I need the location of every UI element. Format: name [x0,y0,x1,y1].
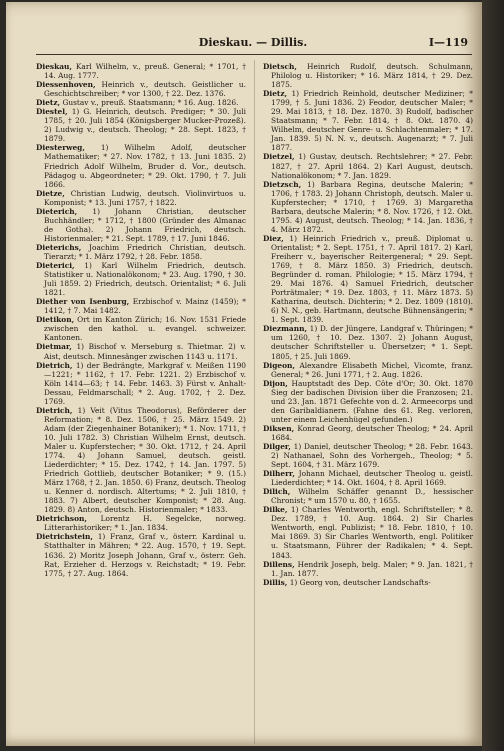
entry-text: 1) Karl Wilhelm Friedrich, deutsch. Statistiker u. Nationalökonom; * 23. Aug. 1790, † 30. Juli 1859. 2) Friedrich, deutsch. Orientalist; * 6. Juli 1821. [44,261,246,298]
dictionary-entry [263,234,473,324]
dictionary-entry [263,361,473,379]
entry-text: Heinrich Rudolf, deutsch. Schulmann, Philolog u. Historiker; * 16. März 1814, † 29. Dez. 1875. [271,62,473,90]
entry-text: Heinrich v., deutsch. Geistlicher u. Geschichtschreiber; * vor 1300, † 22. Dez. 1376. [44,80,246,99]
dictionary-entry [36,315,246,342]
entry-headword: Dieskau, [36,62,72,71]
entry-headword: Dieterichs, [36,242,82,252]
entry-text: 1) Wilhelm Adolf, deutscher Mathematiker; * 27. Nov. 1782, † 13. Juni 1835. 2) Friedrich Adolf Wilhelm, Bruder d. Vor., deutsch. Pädagog u. Abgeordneter; * 29. Okt. 1790, † 7. Juli 1866. [44,143,246,189]
entry-headword: Diestel, [36,107,68,117]
entry-text: 1) Charles Wentworth, engl. Schriftsteller; * 8. Dez. 1789, † 10. Aug. 1864. 2) Sir Charles Wentworth, engl. Publizist; * 18. Febr. 1810, † 10. Mai 1869. 3) Sir Charles Wentworth, engl. Politiker u. Staatsmann, Führer der Radikalen; * 4. Sept. 1843. [271,505,473,560]
dictionary-entry [36,406,246,515]
entry-headword: Dillens, [263,559,295,569]
entry-headword: Dietrichson, [36,514,87,524]
entry-text: 1) D. der Jüngere, Landgraf v. Thüringen; * um 1260, † 10. Dez. 1307. 2) Johann August, deutscher Schriftsteller u. Übersetzer; * 1. Sept. 1805, † 25. Juli 1869. [271,324,473,361]
entry-headword: Dillis, [263,577,288,587]
dictionary-entry [36,261,246,297]
dictionary-entry [36,189,246,207]
dictionary-entry [263,180,473,234]
entry-headword: Diez, [263,233,284,243]
dictionary-entry [36,532,246,577]
entry-headword: Diessenhoven, [36,80,96,90]
entry-text: 1) Gustav, deutsch. Rechtslehrer; * 27. Febr. 1827, † 27. April 1864. 2) Karl August, deutsch. Nationalökonom; * 7. Jan. 1829. [271,152,473,180]
entry-headword: Dietrich, [36,405,73,415]
dictionary-entry [36,98,246,107]
entry-headword: Diksen, [263,423,295,433]
entry-headword: Dieterici, [36,261,75,271]
dictionary-entry [36,342,246,360]
entry-headword: Dietrichstein, [36,532,93,542]
entry-text: Hauptstadt des Dep. Côte d'Or; 30. Okt. 1870 Sieg der badischen Division über die Franzosen; 21. und 23. Jan. 1871 Gefechte von d. 2. Armeecorps und den Garibaldianern. (Fahne des 61. Reg. verloren, unter einem Leichenhügel gefunden.) [271,378,473,424]
entry-text: 1) Bischof v. Merseburg s. Thietmar. 2) v. Aist, deutsch. Minnesänger zwischen 1143 u. 1171. [44,342,246,361]
entry-text: Erzbischof v. Mainz (1459); * 1412, † 7. Mai 1482. [44,297,246,316]
entry-text: Gustav v., preuß. Staatsmann; * 16. Aug. 1826. [62,98,239,108]
entry-headword: Dietrich, [36,360,73,370]
entry-text: 1) Heinrich Friedrich v., preuß. Diplomat u. Orientalist; * 2. Sept. 1751, † 7. April 1817. 2) Karl, Freiherr v., bayerischer Reitergeneral; * 29. Sept. 1769, † 8. März 1850. 3) Friedrich, deutsch. Begründer d. roman. Philologie; * 15. März 1794, † 29. Mai 1876. 4) Samuel Friedrich, deutscher Porträtmaler; * 19. Dez. 1803, † 11. März 1873. 5) Katharina, deutsch. Dichterin; * 2. Dez. 1809 (1810). 6) N. N., geb. Hartmann, deutsche Bühnensängerin; * 1. Sept. 1839. [271,233,473,325]
dictionary-entry [263,487,473,505]
entry-text: 1) der Bedrängte, Markgraf v. Meißen 1190—1221; * 1162, † 17. Febr. 1221. 2) Erzbischof v. Köln 1414—63; † 14. Febr. 1463. 3) Fürst v. Anhalt-Dessau, Feldmarschall; * 2. Aug. 1702, † 2. Dez. 1769. [44,360,246,406]
dictionary-entry [36,361,246,406]
dictionary-entry [36,143,246,188]
book-page [6,2,482,746]
dictionary-entry [263,505,473,559]
left-column [36,62,246,578]
dictionary-entry [36,62,246,80]
dictionary-entry [263,469,473,487]
dictionary-entry [36,80,246,98]
entry-headword: Dieterich, [36,206,78,216]
dictionary-entry [263,379,473,424]
page-number: I—119 [428,36,468,49]
dictionary-entry [263,89,473,152]
dictionary-entry [36,297,246,315]
dictionary-entry [263,62,473,89]
dictionary-entry [263,442,473,469]
entry-headword: Dietsch, [263,62,297,71]
entry-headword: Dietzsch, [263,179,302,189]
entry-headword: Dilke, [263,505,288,515]
entry-text: 1) Georg von, deutscher Landschafts- [289,577,431,587]
entry-text: Christian Ludwig, deutsch. Violinvirtuos u. Komponist; * 13. Juni 1757, † 1822. [44,188,246,207]
page-edge-shadow [482,0,504,751]
entry-headword: Dijon, [263,378,288,388]
dictionary-entry [36,514,246,532]
dictionary-entry [263,578,473,587]
entry-text: Alexandre Elisabeth Michel, Vicomte, franz. General; * 26. Juni 1771, † 2. Aug. 1826. [271,360,473,379]
entry-text: Karl Wilhelm, v., preuß. General; * 1701, † 14. Aug. 1777. [44,62,246,81]
header-rule [36,54,472,55]
column-divider [254,60,255,744]
entry-headword: Diezmann, [263,324,308,334]
dictionary-entry [263,424,473,442]
page-title: Dieskau. — Dillis. [198,36,308,49]
entry-text: Wilhelm Schäffer genannt D., hessischer Chronist; * um 1570 u. 80, † 1655. [271,487,473,506]
entry-headword: Dilger, [263,441,291,451]
entry-text: 1) Franz, Graf v., österr. Kardinal u. Statthalter in Mähren; * 22. Aug. 1570, † 19. Sept. 1636. 2) Moritz Joseph Johann, Graf v., österr. Geh. Rat, Erzieher d. Herzogs v. Reichstadt; * 19. Febr. 1775, † 27. Aug. 1864. [44,532,246,578]
entry-headword: Dietzel, [263,152,295,162]
entry-text: Ort im Kanton Zürich; 16. Nov. 1531 Friede zwischen den kathol. u. evangel. schweizer. Kantonen. [44,315,246,343]
entry-headword: Digeon, [263,360,295,370]
entry-text: 1) Barbara Regina, deutsche Malerin; * 1706, † 1783. 2) Johann Christoph, deutsch. Maler u. Kupferstecher; * 1710, † 1769. 3) Margaretha Barbara, deutsche Malerin; * 8. Nov. 1726, † 12. Okt. 1795. 4) August, deutsch. Theolog; * 14. Jan. 1836, † 4. März 1872. [271,179,474,234]
entry-headword: Diesterweg, [36,143,85,153]
entry-headword: Dilich, [263,487,291,497]
dictionary-entry [36,207,246,243]
entry-text: 1) Johann Christian, deutscher Buchhändler; * 1712, † 1800 (Gründer des Almanac de Gotha). 2) Johann Friedrich, deutsch. Historienmaler; * 21. Sept. 1789, † 17. Juni 1846. [44,206,246,243]
entry-text: Lorentz H. Segelcke, norweg. Litterarhistoriker; * 1. Jan. 1834. [44,514,246,533]
entry-headword: Dietz, [36,98,61,108]
entry-text: 1) G. Heinrich, deutsch. Prediger; * 30. Juli 1785, † 20. Juli 1854 (Königsberger Mucker-Prozeß). 2) Ludwig v., deutsch. Theolog; * 28. Sept. 1823, † 1879. [44,107,246,144]
entry-headword: Dietikon, [36,315,75,325]
entry-text: Hendrik Joseph, belg. Maler; * 9. Jan. 1821, † 1. Jan. 1877. [271,559,473,578]
entry-headword: Dilherr, [263,469,295,479]
entry-text: Johann Michael, deutscher Theolog u. geistl. Liederdichter; * 14. Okt. 1604, † 8. April 1669. [271,469,473,488]
entry-headword: Dietz, [263,89,288,99]
dictionary-entry [36,107,246,143]
entry-text: 1) Veit (Vitus Theodorus), Beförderer der Reformation; * 8. Dez. 1506, † 25. März 1549. 2) Adam (der Ziegenhainer Botaniker); * 1. Nov. 1711, † 10. Juli 1782. 3) Christian Wilhelm Ernst, deutsch. Maler u. Kupferstecher; * 30. Okt. 1712, † 24. April 1774. 4) Johann Samuel, deutsch. geistl. Liederdichter; * 15. Dez. 1742, † 14. Jan. 1797. 5) Friedrich Gottlieb, deutscher Botaniker; * 9. (15.) März 1768, † 2. Jan. 1850. 6) Franz, deutsch. Theolog u. Kenner d. nordisch. Altertums; * 2. Juli 1810, † 1883. 7) Albert, deutscher Komponist; * 28. Aug. 1829. 8) Anton, deutsch. Historienmaler; * 1833. [44,405,247,515]
right-column [263,62,473,587]
entry-text: Joachim Friedrich Christian, deutsch. Tierarzt; * 1. März 1792, † 28. Febr. 1858. [44,242,246,261]
entry-text: 1) Friedrich Reinhold, deutscher Mediziner; * 1799, † 5. Juni 1836. 2) Feodor, deutscher Maler; * 29. Mai 1813, † 18. Dez. 1870. 3) Rudolf, badischer Staatsmann; * 7. Febr. 1814, † 8. Okt. 1870. 4) Wilhelm, deutscher Genre- u. Schlachtenmaler; * 17. Jan. 1839. 5) N. N. v., deutsch. Augenarzt; * 7. Juli 1877. [271,89,473,153]
entry-text: 1) Daniel, deutscher Theolog; * 28. Febr. 1643. 2) Nathanael, Sohn des Vorhergeh., Theolog; * 5. Sept. 1604, † 31. März 1679. [271,441,473,470]
entry-headword: Diether von Isenburg, [36,297,130,307]
entry-text: Konrad Georg, deutscher Theolog; * 24. April 1684. [271,423,473,442]
entry-headword: Dietze, [36,188,65,198]
dictionary-entry [263,152,473,179]
dictionary-entry [263,324,473,360]
running-header [36,36,470,52]
dictionary-entry [36,243,246,261]
entry-headword: Dietmar, [36,342,72,352]
dictionary-entry [263,560,473,578]
